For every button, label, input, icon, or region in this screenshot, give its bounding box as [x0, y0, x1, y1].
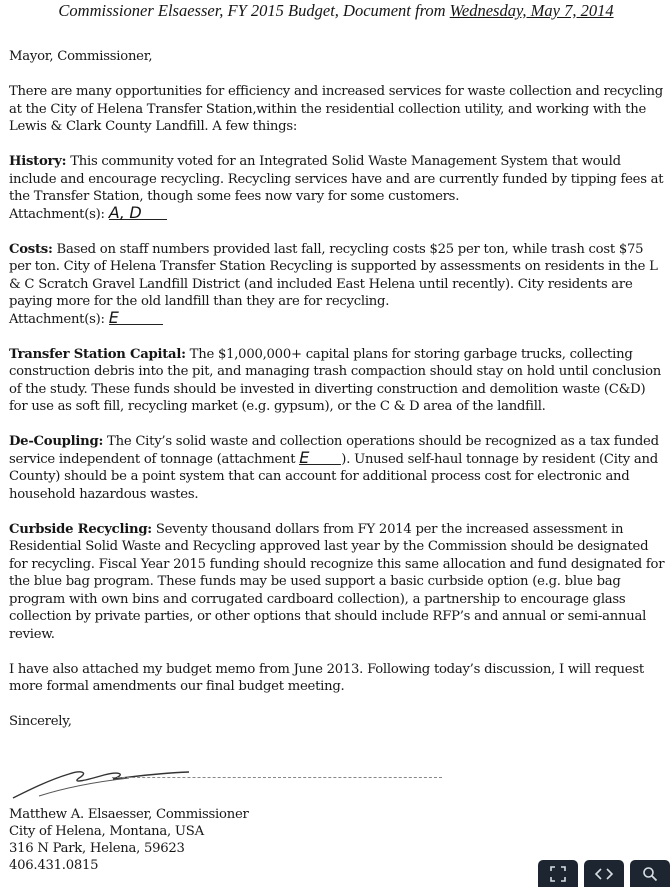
costs-attachment [9, 307, 665, 329]
zoom-icon [642, 866, 658, 882]
history-attachment [9, 202, 665, 224]
prev-next-icon [593, 867, 615, 881]
capital-heading: Transfer Station Capital: [9, 346, 186, 362]
handwritten-attachment: A, D [108, 202, 142, 222]
curbside-heading: Curbside Recycling: [9, 521, 152, 537]
prev-next-button[interactable] [584, 860, 624, 887]
attachment-label: Attachment(s): [9, 206, 105, 222]
capital-text: The $1,000,000+ capital plans for storing garbage trucks, collecting construction debris into the pit, and managing trash compaction should stay on hold until conclusion of the study. These funds should be invested in diverting construction and demolition waste (C&D) for use as soft fill, recycling market (e.g. gypsum), or the C & D area of the landfill. [9, 346, 662, 414]
costs-text: Based on staff numbers provided last fall, recycling costs $25 per ton, while trash cost $75 per ton. City of Helena Transfer Station Recycling is supported by assessments on residents in the L & C Scratch Gravel Landfill District (and included East Helena until recently). City residents are paying more for the old landfill than they are for recycling. [9, 241, 658, 309]
attachment-blank [108, 202, 167, 222]
capital-paragraph [9, 346, 665, 416]
signoff: Sincerely, [9, 714, 72, 729]
attachment-label: Attachment(s): [9, 311, 105, 327]
closing-paragraph: I have also attached my budget memo from June 2013. Following today’s discussion, I will request more formal amendments our final budget meeting. [9, 661, 644, 694]
signer-address: 316 N Park, Helena, 59623 [9, 841, 185, 856]
intro-paragraph: There are many opportunities for efficiency and increased services for waste collection and recycling at the City of Helena Transfer Station,within the residential collection utility, and working with the Lewis & Clark County Landfill. A few things: [9, 84, 663, 134]
signer-org: City of Helena, Montana, USA [9, 824, 204, 839]
decoupling-heading: De-Coupling: [9, 434, 104, 449]
header-date: Wednesday, May 7, 2014 [449, 1, 614, 20]
expand-button[interactable] [538, 860, 578, 887]
salutation: Mayor, Commissioner, [9, 49, 153, 64]
signature-line [112, 777, 442, 778]
attachment-blank [299, 447, 341, 467]
header-prefix: Commissioner Elsaesser, FY 2015 Budget, Document from [58, 1, 446, 20]
signature-block [9, 806, 249, 874]
handwritten-attachment: E [108, 307, 119, 327]
signer-phone: 406.431.0815 [9, 858, 99, 873]
signer-name: Matthew A. Elsaesser, Commissioner [9, 807, 249, 822]
costs-paragraph [9, 241, 665, 311]
viewer-toolbar [538, 860, 672, 885]
handwritten-signature [9, 760, 309, 804]
history-paragraph [9, 153, 665, 206]
history-heading: History: [9, 154, 67, 169]
curbside-paragraph [9, 521, 665, 644]
letter-body [9, 48, 665, 731]
costs-heading: Costs: [9, 241, 53, 257]
document-header [0, 1, 672, 21]
handwritten-attachment: E [299, 447, 310, 467]
zoom-button[interactable] [630, 860, 670, 887]
decoupling-text-before: The City’s solid waste and collection operations should be recognized as a tax funded service independent of tonnage (attachment [9, 434, 659, 467]
history-text: This community voted for an Integrated Solid Waste Management System that would include and encourage recycling. Recycling services have and are currently funded by tipping fees at the Transfer Station, though some fees now vary for some customers. [9, 154, 664, 204]
decoupling-paragraph [9, 433, 665, 503]
expand-icon [549, 865, 567, 883]
curbside-text: Seventy thousand dollars from FY 2014 per the increased assessment in Residential Solid Waste and Recycling approved last year by the Commission should be designated for recycling. Fiscal Year 2015 funding should recognize this same allocation and fund designated for the blue bag program. These funds may be used support a basic curbside option (e.g. blue bag program with own bins and corrugated cardboard collection), a partnership to encourage glass collection by private parties, or other options that should include RFP’s and annual or semi-annual review. [9, 521, 665, 642]
attachment-blank [108, 307, 163, 327]
decoupling-text-after: ). Unused self-haul tonnage by resident (City and County) should be a point system that can account for additional process cost for electronic and household hazardous wastes. [9, 451, 658, 502]
